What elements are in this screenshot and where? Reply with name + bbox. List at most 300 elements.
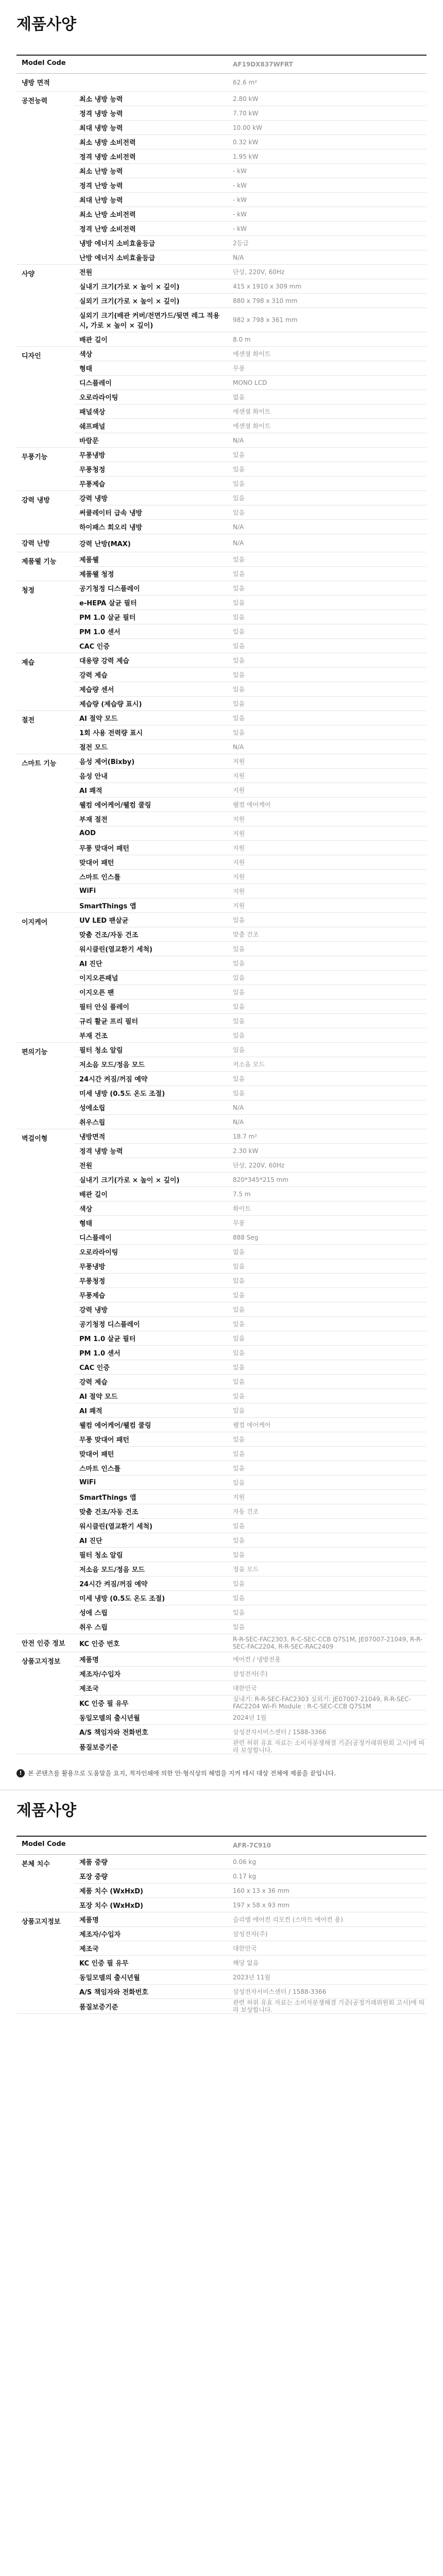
spec-item-name: WiFi [74,1476,228,1490]
spec-item-value: 있음 [228,971,427,985]
spec-item-value: 0.06 kg [228,1855,427,1869]
spec-row [16,653,427,668]
spec-row [16,798,427,812]
spec-item-name: 필터 청소 알림 [74,1043,228,1057]
spec-item-value: 지원 [228,812,427,826]
spec-row [16,1725,427,1739]
spec-item-value: 7.70 kW [228,106,427,121]
spec-row [16,1836,427,1855]
spec-item-value: - kW [228,222,427,236]
spec-item-value: 무풍 [228,1216,427,1230]
spec-item-value: 2024년 1월 [228,1710,427,1725]
spec-group-label: 이지케어 [16,913,74,1043]
spec-row [16,1912,427,1927]
spec-item-value: - kW [228,207,427,222]
spec-row [16,74,427,92]
spec-item-value: 있음 [228,985,427,999]
spec-item-name: 정격 냉방 능력 [74,106,228,121]
spec-row [16,855,427,870]
spec-row [16,668,427,682]
spec-group-label: 벽걸이형 [16,1129,74,1634]
spec-item-value: 있음 [228,1461,427,1476]
spec-item-name: 대용량 강력 제습 [74,653,228,668]
spec-item-value: 에센셜 화이트 [228,347,427,361]
spec-item-name: 정격 냉방 소비전력 [74,149,228,164]
spec-row [16,236,427,250]
spec-item-value: 있음 [228,1476,427,1490]
spec-row [16,610,427,624]
spec-row [16,1418,427,1432]
spec-item-name: 최소 냉방 능력 [74,92,228,106]
spec-row [16,1999,427,2014]
spec-item-value: 삼성전자서비스센터 / 1588-3366 [228,1985,427,1999]
spec-row [16,711,427,725]
spec-row [16,1230,427,1245]
spec-row [16,1941,427,1956]
spec-item-name: 최대 냉방 능력 [74,121,228,135]
spec-item-value: 있음 [228,596,427,610]
spec-row [16,1317,427,1331]
spec-row [16,376,427,390]
spec-item-name: 제품웰 [74,552,228,567]
spec-item-value: 197 x 58 x 93 mm [228,1898,427,1912]
spec-item-name: 저소음 모드/정음 모드 [74,1562,228,1577]
spec-item-value: 있음 [228,668,427,682]
spec-group-label: Model Code [16,1836,228,1855]
spec-item-name: 쉐프패널 [74,419,228,433]
spec-item-name: WiFi [74,884,228,899]
spec-row [16,624,427,639]
spec-group-label: 무풍기능 [16,448,74,491]
spec-item-value: 있음 [228,462,427,477]
spec-item-name: 배관 길이 [74,1187,228,1201]
spec-item-name: 동일모델의 출시년월 [74,1970,228,1985]
spec-row [16,520,427,534]
spec-item-value: 있음 [228,1432,427,1447]
spec-item-name: 무풍제습 [74,477,228,491]
spec-item-value: 있음 [228,1346,427,1360]
spec-item-name: 제습량 센서 [74,682,228,697]
spec-item-value: - kW [228,193,427,207]
spec-row [16,1057,427,1072]
spec-item-value: 있음 [228,1403,427,1418]
spec-item-value: 실내기: R-R-SEC-FAC2303 실외기: JE07007-21049, R-R-SEC-FAC2204 Wi-Fi Module : R-C-SEC-CCB Q7S1M [228,1696,427,1710]
spec-item-value: 지원 [228,870,427,884]
spec-item-value: 0.32 kW [228,135,427,149]
spec-row [16,1985,427,1999]
spec-item-name: 취우스립 [74,1115,228,1129]
spec-item-name: 전원 [74,1158,228,1173]
spec-row [16,999,427,1014]
spec-group-label: 안전 인증 정보 [16,1634,74,1652]
spec-row [16,390,427,404]
spec-item-value: 저소음 모드 [228,1057,427,1072]
spec-group-label: 절전 [16,711,74,754]
spec-item-value: 982 x 798 x 361 mm [228,308,427,332]
spec-row [16,207,427,222]
spec-item-value: 있음 [228,1072,427,1086]
spec-item-value: 맞춤 건조 [228,927,427,942]
spec-item-name: 부재 절전 [74,812,228,826]
spec-item-name: 최소 난방 소비전력 [74,207,228,222]
spec-item-value: 웰컴 에어케어 [228,1418,427,1432]
spec-item-name: 맞대어 패턴 [74,1447,228,1461]
spec-table [16,55,427,1754]
spec-item-value: 있음 [228,1605,427,1620]
spec-row [16,567,427,581]
spec-row [16,639,427,653]
spec-item-name: 음성 안내 [74,769,228,783]
spec-row [16,1476,427,1490]
spec-item-name: 배관 길이 [74,332,228,347]
spec-row [16,404,427,419]
spec-item-name: 맞춤 건조/자동 건조 [74,1504,228,1519]
spec-item-name: AI 절약 모드 [74,1389,228,1403]
spec-item-name: 제품 치수 (WxHxD) [74,1884,228,1898]
spec-item-name: 포장 중량 [74,1869,228,1884]
spec-row [16,1259,427,1274]
spec-item-value: 있음 [228,1548,427,1562]
spec-row [16,106,427,121]
spec-group-label: 본체 치수 [16,1855,74,1912]
spec-item-name: 제조자/수입자 [74,1927,228,1941]
spec-item-value: 있음 [228,999,427,1014]
spec-row [16,783,427,798]
spec-item-name: 웰컴 에어케어/웰컴 쿨링 [74,1418,228,1432]
spec-item-name: 저소음 모드/정음 모드 [74,1057,228,1072]
spec-item-value: 있음 [228,697,427,711]
spec-row [16,754,427,769]
spec-item-name: 포장 치수 (WxHxD) [74,1898,228,1912]
spec-item-value: 있음 [228,1274,427,1288]
spec-item-name: 1회 사용 전력량 표시 [74,725,228,740]
spec-row [16,1739,427,1754]
spec-row [16,135,427,149]
spec-item-value: 2.80 kW [228,92,427,106]
spec-row [16,769,427,783]
spec-item-value: 관련 허위 유효 자료는 소비자분쟁해결 기준(공정거래위원회 고시)에 따라 보상합니다. [228,1999,427,2014]
spec-item-name: 스마트 인스톨 [74,870,228,884]
spec-row [16,870,427,884]
spec-item-name: 맞춤 건조/자동 건조 [74,927,228,942]
spec-item-name: 규리 활균 프리 필터 [74,1014,228,1028]
notice-text: 본 콘텐츠를 활용으로 도움말을 요지, 적자인쇄에 의한 안·형식상의 해법을 지켜 테시 대상 전체에 제품을 끝입니다. [28,1770,336,1777]
spec-item-name: PM 1.0 센서 [74,624,228,639]
spec-item-value: 888 Seg [228,1230,427,1245]
spec-item-value: 있음 [228,1259,427,1274]
spec-row [16,884,427,899]
spec-row [16,682,427,697]
spec-item-name: 제조자/수입자 [74,1667,228,1681]
spec-item-name: 실내기 크기(가로 × 높이 × 깊이) [74,1173,228,1187]
spec-row [16,505,427,520]
spec-item-value: 자동 건조 [228,1504,427,1519]
spec-item-name: 디스플레이 [74,1230,228,1245]
spec-item-value: 18.7 m² [228,1129,427,1144]
spec-item-name: 필터 청소 알림 [74,1548,228,1562]
spec-item-value: - kW [228,178,427,193]
spec-item-value: 8.0 m [228,332,427,347]
spec-item-name [74,74,228,92]
spec-item-value: 지원 [228,769,427,783]
spec-item-value: - kW [228,164,427,178]
spec-row [16,1014,427,1028]
spec-item-name: 최대 난방 능력 [74,193,228,207]
spec-item-name: 이지오픈패널 [74,971,228,985]
spec-group-label: 상품고지정보 [16,1912,74,2014]
spec-table-2 [16,1836,427,2014]
spec-row [16,1187,427,1201]
spec-item-name: 제조국 [74,1681,228,1696]
spec-item-name: 강력 제습 [74,668,228,682]
spec-row [16,1288,427,1302]
spec-item-name: 이지오픈 팬 [74,985,228,999]
spec-item-value: N/A [228,250,427,265]
spec-item-value: 있음 [228,639,427,653]
spec-item-name: 무풍제습 [74,1288,228,1302]
spec-item-value: 있음 [228,491,427,505]
spec-item-name: 제품명 [74,1912,228,1927]
spec-row [16,1072,427,1086]
spec-item-value: 880 x 798 x 310 mm [228,294,427,308]
spec-item-value: 있음 [228,552,427,567]
spec-item-name: 냉방 에너지 소비효율등급 [74,236,228,250]
spec-row [16,956,427,971]
spec-item-value: 있음 [228,913,427,927]
spec-item-value: 있음 [228,477,427,491]
spec-item-name: 동일모델의 출시년월 [74,1710,228,1725]
spec-row [16,552,427,567]
spec-item-name: 워시클린(열교환기 세척) [74,1519,228,1533]
spec-row [16,1681,427,1696]
spec-item-name: 디스플레이 [74,376,228,390]
spec-row [16,92,427,106]
spec-row [16,1855,427,1869]
spec-row [16,1605,427,1620]
spec-item-name: 무풍 맞대어 패턴 [74,1432,228,1447]
spec-row [16,1490,427,1504]
spec-row [16,347,427,361]
spec-item-name: AI 쾌적 [74,783,228,798]
spec-row [16,1970,427,1985]
spec-item-name: 무풍청정 [74,1274,228,1288]
spec-item-name: 성에소립 [74,1100,228,1115]
spec-item-value: 웰컴 에어케어 [228,798,427,812]
spec-item-name: A/S 책임자와 전화번호 [74,1985,228,1999]
spec-item-value: 있음 [228,1591,427,1605]
spec-item-name: 강력 난방(MAX) [74,534,228,552]
spec-group-label: 스마트 기능 [16,754,74,913]
spec-item-value: 2.30 kW [228,1144,427,1158]
spec-item-value: 있음 [228,1375,427,1389]
spec-item-name: 24시간 켜짐/꺼짐 예약 [74,1072,228,1086]
spec-row [16,1331,427,1346]
spec-item-value: 관련 허위 유효 자료는 소비자분쟁해결 기준(공정거래위원회 고시)에 따라 보상합니다. [228,1739,427,1754]
spec-row [16,1432,427,1447]
spec-item-name: 정격 난방 소비전력 [74,222,228,236]
spec-item-value: 있음 [228,1288,427,1302]
spec-item-value: 대한민국 [228,1941,427,1956]
spec-item-name: UV LED 팬살균 [74,913,228,927]
spec-group-label: 사양 [16,265,74,347]
spec-item-name: 제품명 [74,1652,228,1667]
spec-item-value: 있음 [228,1389,427,1403]
spec-section-title-2: 제품사양 [16,1802,76,1820]
spec-item-name: 실외기 크기(배관 커버/전면가드/뒷면 레그 적용 시, 가로 × 높이 × 깊이) [74,308,228,332]
spec-item-value: 있음 [228,1028,427,1043]
spec-row [16,1086,427,1100]
spec-item-name: AOD [74,826,228,841]
spec-item-name: SmartThings 앱 [74,899,228,913]
spec-item-name: 미세 냉방 (0.5도 온도 조절) [74,1591,228,1605]
spec-row [16,985,427,999]
spec-item-value: MONO LCD [228,376,427,390]
spec-item-name: 무풍냉방 [74,448,228,462]
spec-row [16,1884,427,1898]
spec-item-value: 2023년 11월 [228,1970,427,1985]
spec-row [16,1346,427,1360]
spec-row [16,477,427,491]
spec-item-value: 있음 [228,567,427,581]
spec-item-value: 에센셜 화이트 [228,419,427,433]
spec-item-name: PM 1.0 살균 필터 [74,610,228,624]
spec-item-value: 있음 [228,1331,427,1346]
spec-item-value: 있음 [228,448,427,462]
spec-group-label: 강력 난방 [16,534,74,552]
spec-row [16,1144,427,1158]
spec-row [16,1173,427,1187]
spec-row [16,1028,427,1043]
spec-row [16,1375,427,1389]
spec-item-name: 절전 모드 [74,740,228,754]
spec-row [16,1043,427,1057]
spec-item-value: 지원 [228,754,427,769]
spec-item-value: AFR-7C910 [228,1836,427,1855]
spec-row [16,812,427,826]
spec-item-name: 오로라라이팅 [74,390,228,404]
spec-row [16,942,427,956]
spec-row [16,1216,427,1230]
spec-row [16,1461,427,1476]
spec-item-value: 있음 [228,653,427,668]
spec-item-value: 820*345*215 mm [228,1173,427,1187]
spec-item-value: 있음 [228,624,427,639]
spec-item-name: 난방 에너지 소비효율등급 [74,250,228,265]
spec-item-value: 있음 [228,711,427,725]
spec-group-label: 공전능력 [16,92,74,265]
spec-item-name: 맞대어 패턴 [74,855,228,870]
spec-row [16,491,427,505]
spec-item-value: 단상, 220V, 60Hz [228,1158,427,1173]
spec-row [16,1696,427,1710]
spec-item-name: 형태 [74,361,228,376]
spec-row [16,740,427,754]
notice [16,1769,427,1777]
spec-row [16,581,427,596]
spec-item-name: 제품 중량 [74,1855,228,1869]
spec-group-label: 제품웰 기능 [16,552,74,581]
spec-row [16,361,427,376]
spec-item-name: 웰컴 에어케어/웰컴 쿨링 [74,798,228,812]
spec-item-name: KC 인증 필 유무 [74,1956,228,1970]
spec-item-name: 하이패스 회오리 냉방 [74,520,228,534]
spec-row [16,1447,427,1461]
spec-row [16,193,427,207]
spec-row [16,1548,427,1562]
spec-row [16,1245,427,1259]
spec-item-name: 24시간 켜짐/꺼짐 예약 [74,1577,228,1591]
spec-item-value: 지원 [228,841,427,855]
spec-row [16,332,427,347]
spec-item-name: 형태 [74,1216,228,1230]
spec-item-value: 있음 [228,505,427,520]
spec-item-name: 부재 건조 [74,1028,228,1043]
spec-item-value: 있음 [228,942,427,956]
spec-item-value: 1.95 kW [228,149,427,164]
spec-item-value: 있음 [228,1317,427,1331]
spec-item-name: 무풍냉방 [74,1259,228,1274]
spec-item-name: AI 진단 [74,956,228,971]
spec-item-value: 있음 [228,1533,427,1548]
spec-row [16,121,427,135]
spec-item-value: 있음 [228,1447,427,1461]
spec-item-name: 워시클린(열교환기 세척) [74,942,228,956]
spec-item-name: 실내기 크기(가로 × 높이 × 깊이) [74,279,228,294]
spec-row [16,462,427,477]
spec-item-name: 제습량 (제습량 표시) [74,697,228,711]
spec-item-value: 무풍 [228,361,427,376]
spec-item-name: 전원 [74,265,228,279]
spec-row [16,1869,427,1884]
spec-item-value: 있음 [228,581,427,596]
spec-item-name: 색상 [74,347,228,361]
spec-row [16,1577,427,1591]
spec-item-value: 있음 [228,1302,427,1317]
spec-item-value: 지원 [228,783,427,798]
spec-row [16,55,427,74]
spec-item-value: 없음 [228,390,427,404]
warning-icon: ! [16,1769,25,1777]
spec-item-value: 지원 [228,855,427,870]
spec-row [16,596,427,610]
spec-row [16,899,427,913]
spec-row [16,1129,427,1144]
spec-item-value: 62.6 m² [228,74,427,92]
spec-item-value: 415 x 1910 x 309 mm [228,279,427,294]
spec-item-value: 있음 [228,956,427,971]
spec-item-value: 7.5 m [228,1187,427,1201]
spec-item-value: 에센셜 화이트 [228,404,427,419]
spec-row [16,308,427,332]
spec-row [16,1898,427,1912]
spec-item-value: 없음 [228,1245,427,1259]
spec-item-value: 있음 [228,1014,427,1028]
spec-item-name: 정격 냉방 능력 [74,1144,228,1158]
spec-item-name: 음성 제어(Bixby) [74,754,228,769]
spec-item-value: N/A [228,433,427,448]
spec-row [16,841,427,855]
spec-item-value: 있음 [228,682,427,697]
spec-item-value: 10.00 kW [228,121,427,135]
spec-item-value: N/A [228,520,427,534]
spec-group-label: 냉방 면적 [16,74,74,92]
spec-group-label: 청정 [16,581,74,653]
spec-group-label: Model Code [16,55,228,74]
spec-item-name: 무풍 맞대어 패턴 [74,841,228,855]
spec-row [16,1158,427,1173]
spec-row [16,1667,427,1681]
spec-item-name: KC 인증 번호 [74,1634,228,1652]
